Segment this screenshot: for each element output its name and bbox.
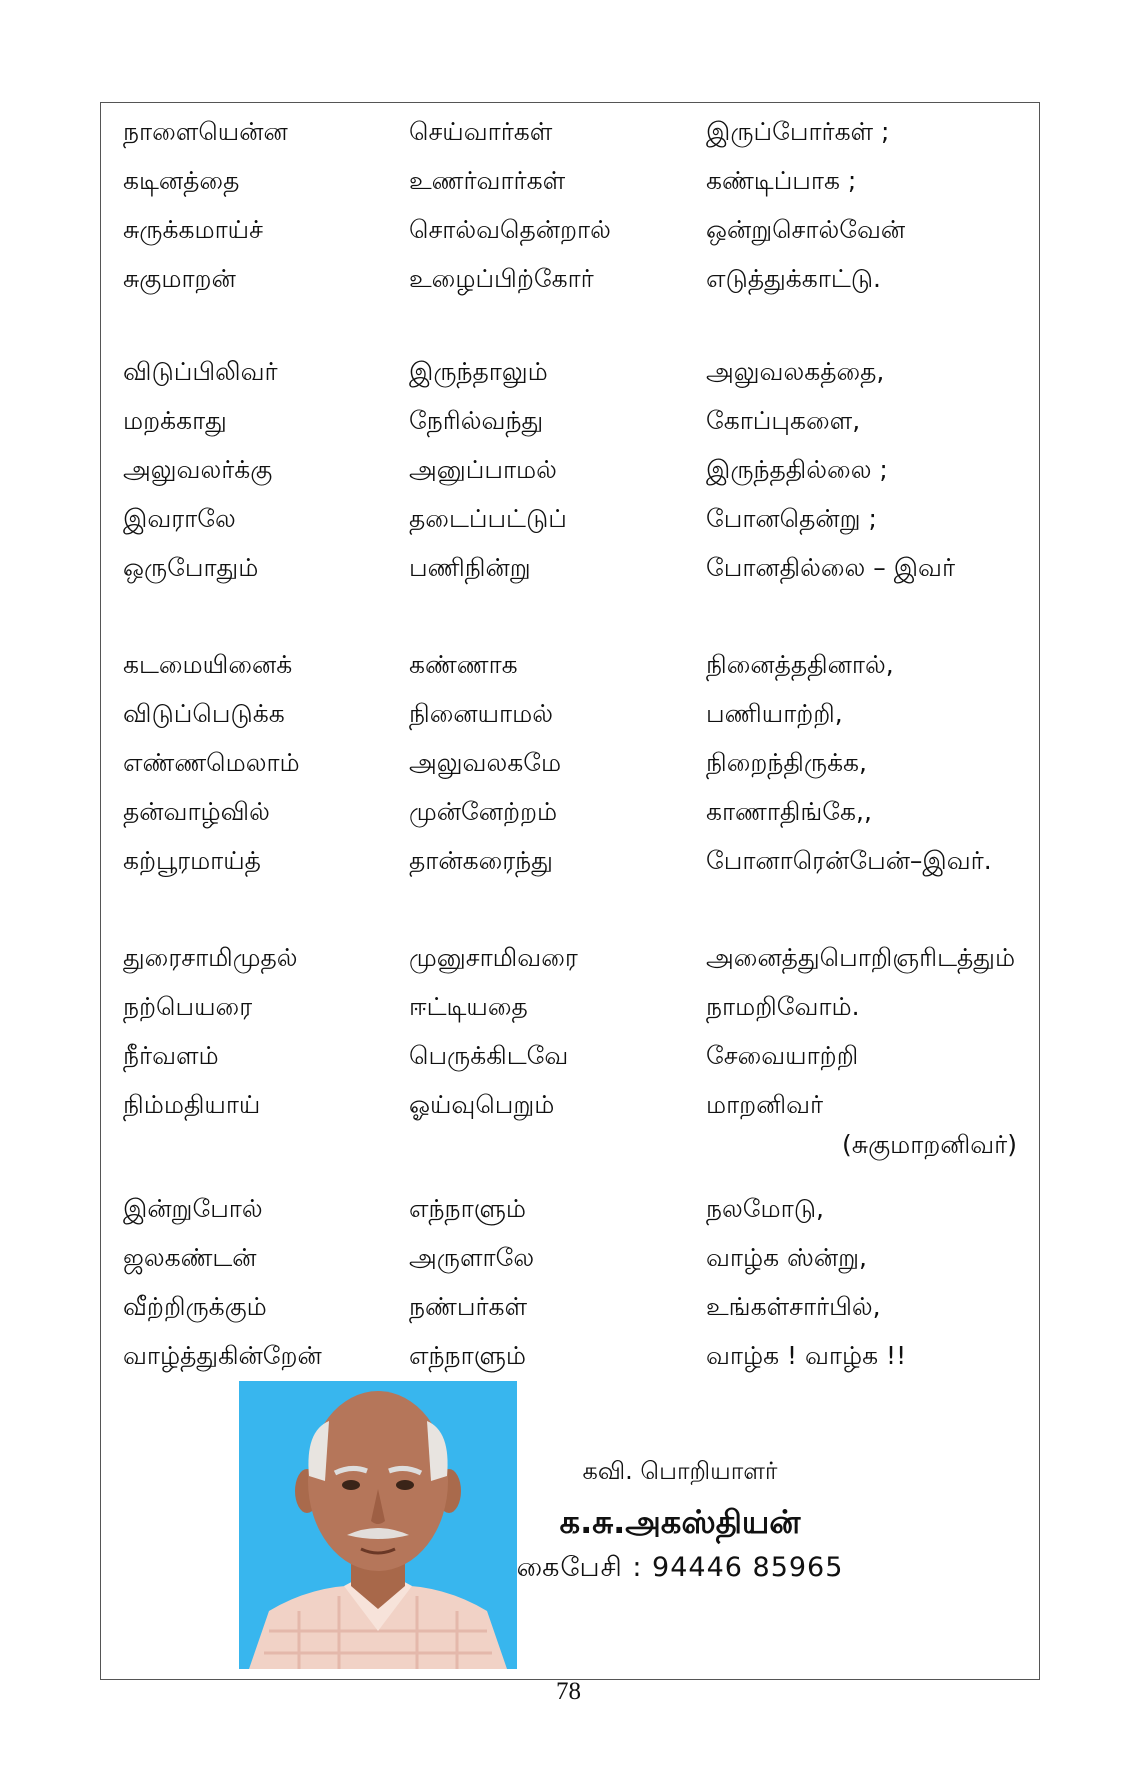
poem-word: ஜலகண்டன்: [123, 1243, 257, 1272]
stanza-3: [101, 640, 1039, 885]
poem-word: இவராலே: [123, 504, 236, 533]
poem-word: கடினத்தை: [123, 166, 240, 195]
poem-word: ஈட்டியதை: [409, 992, 528, 1021]
poem-line: [101, 156, 1039, 205]
poem-line: [101, 1184, 1039, 1233]
poem-word: கண்டிப்பாக ;: [706, 166, 857, 195]
poem-word: இருந்தாலும்: [409, 357, 548, 386]
poem-word: முன்னேற்றம்: [409, 797, 558, 826]
poem-line: [101, 689, 1039, 738]
poem-word: போனாரென்பேன்–இவர்.: [706, 846, 992, 875]
poem-word: கண்ணாக: [409, 650, 518, 679]
stanza-5: [101, 1184, 1039, 1380]
poem-word: நண்பர்கள்: [409, 1292, 528, 1321]
poem-word: எந்நாளும்: [409, 1341, 527, 1370]
poem-word: நற்பெயரை: [123, 992, 253, 1021]
poem-line: [101, 787, 1039, 836]
poem-word: காணாதிங்கே,,: [706, 797, 872, 826]
poem-word: இருப்போர்கள் ;: [706, 117, 890, 146]
poem-word: அருளாலே: [409, 1243, 535, 1272]
poem-note: (சுகுமாறனிவர்): [842, 1130, 1017, 1159]
author-phone: கைபேசி : 94446 85965: [516, 1552, 844, 1583]
poem-word: நீர்வளம்: [123, 1041, 219, 1070]
poem-line: [101, 1233, 1039, 1282]
poem-word: உணர்வார்கள்: [409, 166, 566, 195]
poem-word: அனைத்துபொறிஞரிடத்தும்: [706, 943, 1016, 972]
poem-word: எடுத்துக்காட்டு.: [706, 264, 881, 293]
author-photo: [239, 1381, 517, 1669]
poem-line: [101, 494, 1039, 543]
poem-line: [101, 982, 1039, 1031]
poem-word: வாழ்க ! வாழ்க !!: [706, 1341, 907, 1370]
poem-word: நேரில்வந்து: [409, 406, 544, 435]
poem-line: [101, 1080, 1039, 1129]
page-number: 78: [556, 1678, 581, 1705]
poem-line: [101, 1331, 1039, 1380]
poem-line: [101, 738, 1039, 787]
poem-word: எந்நாளும்: [409, 1194, 527, 1223]
poem-word: வாழ்த்துகின்றேன்: [123, 1341, 322, 1370]
author-title: கவி. பொறியாளர்: [582, 1457, 778, 1485]
poem-word: தடைப்பட்டுப்: [409, 504, 567, 533]
poem-word: கற்பூரமாய்த்: [123, 846, 261, 875]
poem-word: நலமோடு,: [706, 1194, 824, 1223]
poem-word: முனுசாமிவரை: [409, 943, 578, 972]
poem-word: செய்வார்கள்: [409, 117, 553, 146]
poem-word: மறக்காது: [123, 406, 227, 435]
poem-word: போனதென்று ;: [706, 504, 877, 533]
poem-word: நாளையென்ன: [123, 117, 288, 146]
poem-word: போனதில்லை – இவர்: [706, 553, 955, 582]
poem-line: [101, 254, 1039, 303]
poem-word: இருந்ததில்லை ;: [706, 455, 888, 484]
poem-word: சேவையாற்றி: [706, 1041, 859, 1070]
poem-word: ஓய்வுபெறும்: [409, 1090, 555, 1119]
poem-word: ஒருபோதும்: [123, 553, 259, 582]
poem-word: நினையாமல்: [409, 699, 553, 728]
poem-word: எண்ணமெலாம்: [123, 748, 300, 777]
poem-word: உங்கள்சார்பில்,: [706, 1292, 881, 1321]
poem-word: இன்றுபோல்: [123, 1194, 263, 1223]
poem-word: உழைப்பிற்கோர்: [409, 264, 594, 293]
poem-line: [101, 445, 1039, 494]
poem-line: [101, 1282, 1039, 1331]
stanza-2: [101, 347, 1039, 592]
poem-word: அனுப்பாமல்: [409, 455, 557, 484]
poem-word: சொல்வதென்றால்: [409, 215, 611, 244]
stanza-4: [101, 933, 1039, 1159]
poem-line: [101, 347, 1039, 396]
poem-word: வீற்றிருக்கும்: [123, 1292, 267, 1321]
poem-word: மாறனிவர்: [706, 1090, 824, 1119]
poem-word: அலுவலர்க்கு: [123, 455, 273, 484]
poem-word: கடமையினைக்: [123, 650, 293, 679]
author-name: க.சு.அகஸ்தியன்: [559, 1503, 801, 1541]
poem-word: நிம்மதியாய்: [123, 1090, 261, 1119]
poem-line: [101, 933, 1039, 982]
poem-word: தான்கரைந்து: [409, 846, 553, 875]
page-frame: [100, 102, 1040, 1680]
poem-word: நினைத்ததினால்,: [706, 650, 894, 679]
poem-word: வாழ்க ஸ்ன்று,: [706, 1243, 867, 1272]
poem-line: [101, 836, 1039, 885]
poem-word: நாமறிவோம்.: [706, 992, 860, 1021]
poem-line: [101, 1031, 1039, 1080]
stanza-1: [101, 107, 1039, 303]
poem-word: கோப்புகளை,: [706, 406, 861, 435]
poem-line: [101, 107, 1039, 156]
poem-word: பெருக்கிடவே: [409, 1041, 569, 1070]
poem-word: துரைசாமிமுதல்: [123, 943, 298, 972]
poem-line: [101, 640, 1039, 689]
poem-word: பணிநின்று: [409, 553, 531, 582]
poem-word: பணியாற்றி,: [706, 699, 843, 728]
poem-word: சுகுமாறன்: [123, 264, 236, 293]
poem-line: [101, 396, 1039, 445]
poem-word: சுருக்கமாய்ச்: [123, 215, 263, 244]
poem-word: தன்வாழ்வில்: [123, 797, 270, 826]
poem-word: ஒன்றுசொல்வேன்: [706, 215, 906, 244]
poem-word: விடுப்பிலிவர்: [123, 357, 278, 386]
poem-line: [101, 543, 1039, 592]
poem-word: அலுவலகமே: [409, 748, 562, 777]
poem-word: அலுவலகத்தை,: [706, 357, 885, 386]
poem-word: நிறைந்திருக்க,: [706, 748, 867, 777]
poem-line: [101, 205, 1039, 254]
poem-word: விடுப்பெடுக்க: [123, 699, 285, 728]
